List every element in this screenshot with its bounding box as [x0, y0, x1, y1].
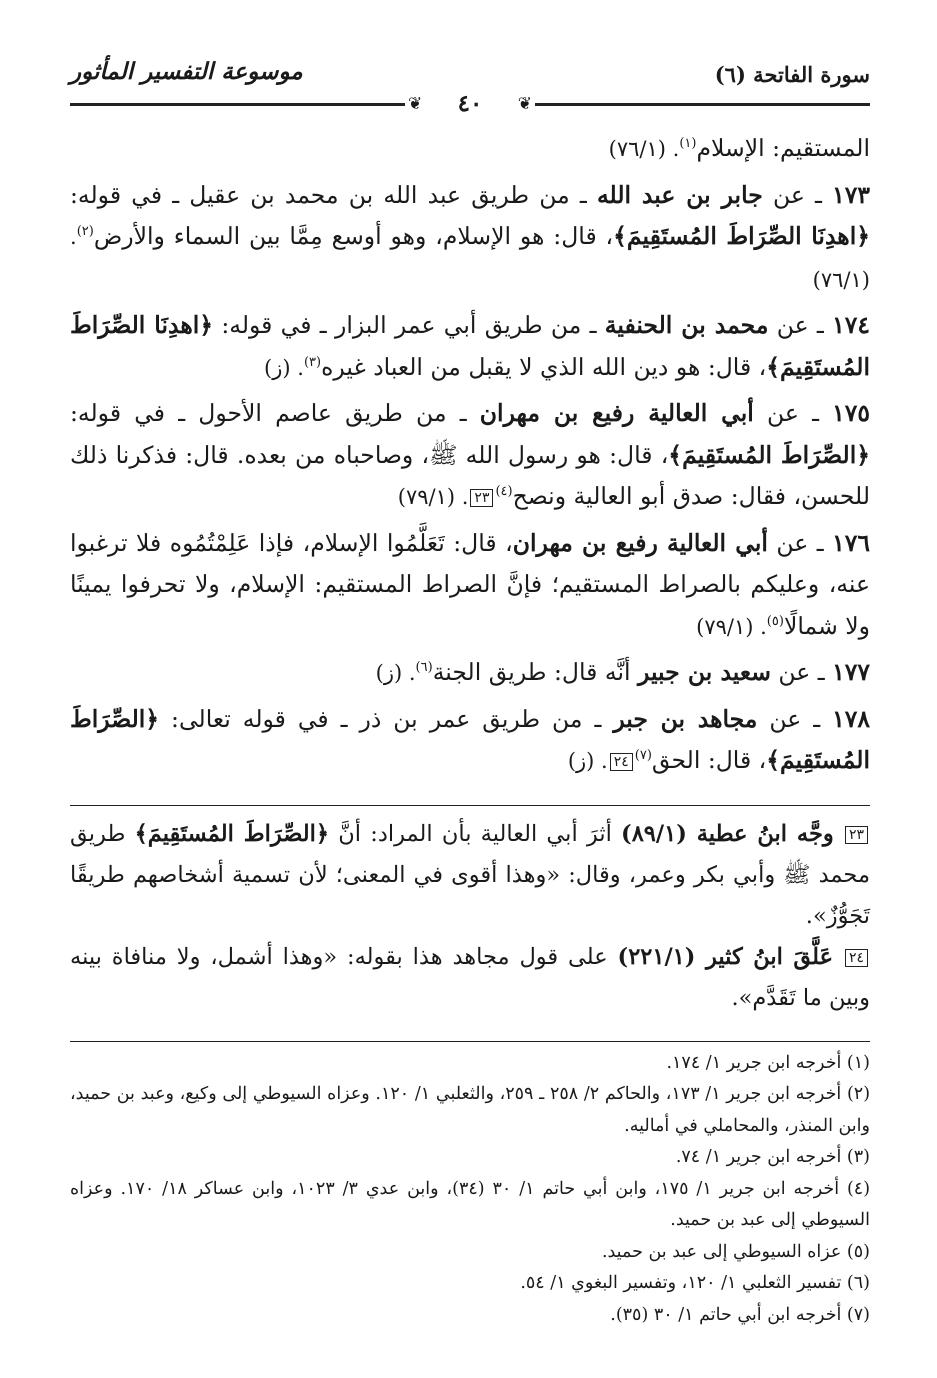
footnote-marker: (٣) [303, 354, 322, 370]
narrator-name: سعيد بن جبير [637, 658, 771, 686]
footnote: (١) أخرجه ابن جرير ١/ ١٧٤. [666, 1052, 870, 1073]
reference: . (ز) [567, 749, 608, 773]
footnote-marker: (١) [679, 136, 697, 152]
narration-number: ١٧٦ [832, 528, 870, 557]
quran-quote: ﴿اهدِنَا الصِّرَاطَ المُستَقِيمَ﴾ [613, 222, 871, 250]
footnote-marker: (٢) [76, 224, 94, 240]
narrator-name: جابر بن عبد الله [596, 180, 763, 209]
main-text [70, 128, 870, 1331]
comment-lead: وجَّه ابنُ عطية (٨٩/١) [621, 820, 834, 847]
narration-number: ١٧٨ [832, 704, 870, 733]
footnote-marker: (٤) [495, 484, 513, 500]
narration-177: ١٧٧ ـ عن سعيد بن جبير أنَّه قال: طريق الجنة$^{(٦)}$. (ز) [375, 658, 870, 686]
quran-quote: ﴿الصِّرَاطَ المُستَقِيمَ﴾ [668, 440, 870, 469]
reference: . (ز) [375, 661, 416, 685]
footnote-marker: (٥) [766, 613, 784, 629]
narrator-name: أبي العالية رفيع بن مهران [479, 399, 754, 427]
footnote: (٦) تفسير الثعلبي ١/ ١٢٠، وتفسير البغوي ١/ ٥٤. [520, 1273, 870, 1293]
header-rule-left [70, 103, 405, 106]
paragraph-continuation: المستقيم: الإسلام$^{(١)}$. (٧٦/١) [608, 134, 870, 162]
reference: . (٧٦/١) [608, 137, 680, 161]
comment-note: ٢٤ عَلَّقَ ابنُ كثير (٢٢١/١) على قول مجاهد هذا بقوله: «وهذا أشمل، ولا منافاة بينه وبين ما تَقَدَّم». [70, 943, 870, 1011]
quran-quote: ﴿الصِّرَاطَ المُستَقِيمَ﴾ [70, 704, 870, 774]
narration-173: ١٧٣ ـ عن جابر بن عبد الله ـ من طريق عبد الله بن محمد بن عقيل ـ في قوله: ﴿اهدِنَا الصِّرَاطَ المُستَقِيمَ﴾، قال: هو الإسلام، وهو أوسع مِمَّا بين السماء والأرض$^{(٢)}$. (٧٦/١) [70, 180, 871, 292]
narrator-name: مجاهد بن جبر [613, 704, 758, 733]
running-header [70, 52, 870, 92]
narrator-name: أبي العالية رفيع بن مهران [512, 528, 768, 557]
comments-divider [70, 805, 870, 806]
narration-number: ١٧٧ [832, 658, 870, 686]
comment-lead: عَلَّقَ ابنُ كثير (٢٢١/١) [617, 943, 834, 970]
reference: . (٧٩/١) [696, 614, 767, 639]
footnote: (٥) عزاه السيوطي إلى عبد بن حميد. [601, 1241, 870, 1262]
footnote: (٤) أخرجه ابن جرير ١/ ١٧٥، وابن أبي حاتم ١/ ٣٠ (٣٤)، وابن عدي ٣/ ١٠٢٣، وابن عساكر ١٨/ ١٧٠. وعزاه السيوطي إلى عبد بن حميد. [70, 1178, 871, 1230]
surah-title: سورة الفاتحة (٦) [714, 62, 870, 87]
narration-176: ١٧٦ ـ عن أبي العالية رفيع بن مهران، قال: تَعَلَّمُوا الإسلام، فإذا عَلِمْتُمُوه فلا ترغبوا عنه، وعليكم بالصراط المستقيم؛ فإنَّ الصراط المستقيم: الإسلام، ولا تحرفوا يمينًا ولا شمالًا$^{(٥)}$. (٧٩/١) [70, 528, 870, 640]
narration-number: ١٧٤ [832, 311, 870, 339]
footnote: (٢) أخرجه ابن جرير ١/ ١٧٣، والحاكم ٢/ ٢٥٨ ـ ٢٥٩، والثعلبي ١/ ١٢٠. وعزاه السيوطي إلى وكيع، وعبد بن حميد، وابن المنذر، والمحاملي في أماليه. [70, 1084, 871, 1136]
footnote-marker: (٦) [415, 660, 433, 676]
narrator-name: محمد بن الحنفية [604, 311, 769, 339]
narration-178: ١٧٨ ـ عن مجاهد بن جبر ـ من طريق عمر بن ذر ـ في قوله تعالى: ﴿الصِّرَاطَ المُستَقِيمَ﴾، قال: الحق$^{(٧)}$٢٤. (ز) [70, 704, 870, 774]
reference: . (٧٩/١) [397, 485, 469, 509]
header-rule [70, 90, 870, 117]
quran-quote: ﴿اهدِنَا الصِّرَاطَ المُستَقِيمَ﴾ [70, 311, 870, 381]
narration-174: ١٧٤ ـ عن محمد بن الحنفية ـ من طريق أبي عمر البزار ـ في قوله: ﴿اهدِنَا الصِّرَاطَ المُستَقِيمَ﴾، قال: هو دين الله الذي لا يقبل من العباد غيره$^{(٣)}$. (ز) [70, 311, 870, 381]
page-number: ٤٠ [457, 90, 483, 117]
footnote: (٧) أخرجه ابن أبي حاتم ١/ ٣٠ (٣٥). [610, 1304, 870, 1325]
narration-number: ١٧٥ [832, 399, 871, 427]
comment-note: ٢٣ وجَّه ابنُ عطية (٨٩/١) أثرَ أبي العالية بأن المراد: أنَّ ﴿الصِّرَاطَ المُستَقِيمَ﴾ طريق محمد ﷺ وأبي بكر وعمر، وقال: «وهذا أقوى في المعنى؛ لأن تسمية أشخاصهم طريقًا تَجَوُّزٌ». [70, 820, 870, 929]
ornament-left-icon: ❦ [408, 94, 423, 114]
narration-number: ١٧٣ [832, 180, 870, 209]
comment-number: ٢٣ [845, 826, 868, 844]
book-title: موسوعة التفسير المأثور [70, 58, 303, 85]
reference: . (ز) [264, 355, 304, 380]
ornament-right-icon: ❦ [517, 94, 532, 114]
narration-175: ١٧٥ ـ عن أبي العالية رفيع بن مهران ـ من طريق عاصم الأحول ـ في قوله: ﴿الصِّرَاطَ المُستَقِيمَ﴾، قال: هو رسول الله ﷺ، وصاحباه من بعده. قال: فذكرنا ذلك للحسن، فقال: صدق أبو العالية ونصح$^{(٤)}$٢٣. (٧٩/١) [70, 399, 871, 510]
comment-marker: ٢٤ [610, 753, 633, 771]
reference: . (٧٦/١) [70, 225, 870, 292]
footnote: (٣) أخرجه ابن جرير ١/ ٧٤. [675, 1147, 870, 1167]
footnotes-divider [70, 1041, 870, 1042]
quran-quote: ﴿الصِّرَاطَ المُستَقِيمَ﴾ [134, 820, 330, 847]
footnote-marker: (٧) [634, 748, 652, 764]
comment-marker: ٢٣ [470, 489, 493, 507]
comment-number: ٢٤ [845, 949, 868, 967]
